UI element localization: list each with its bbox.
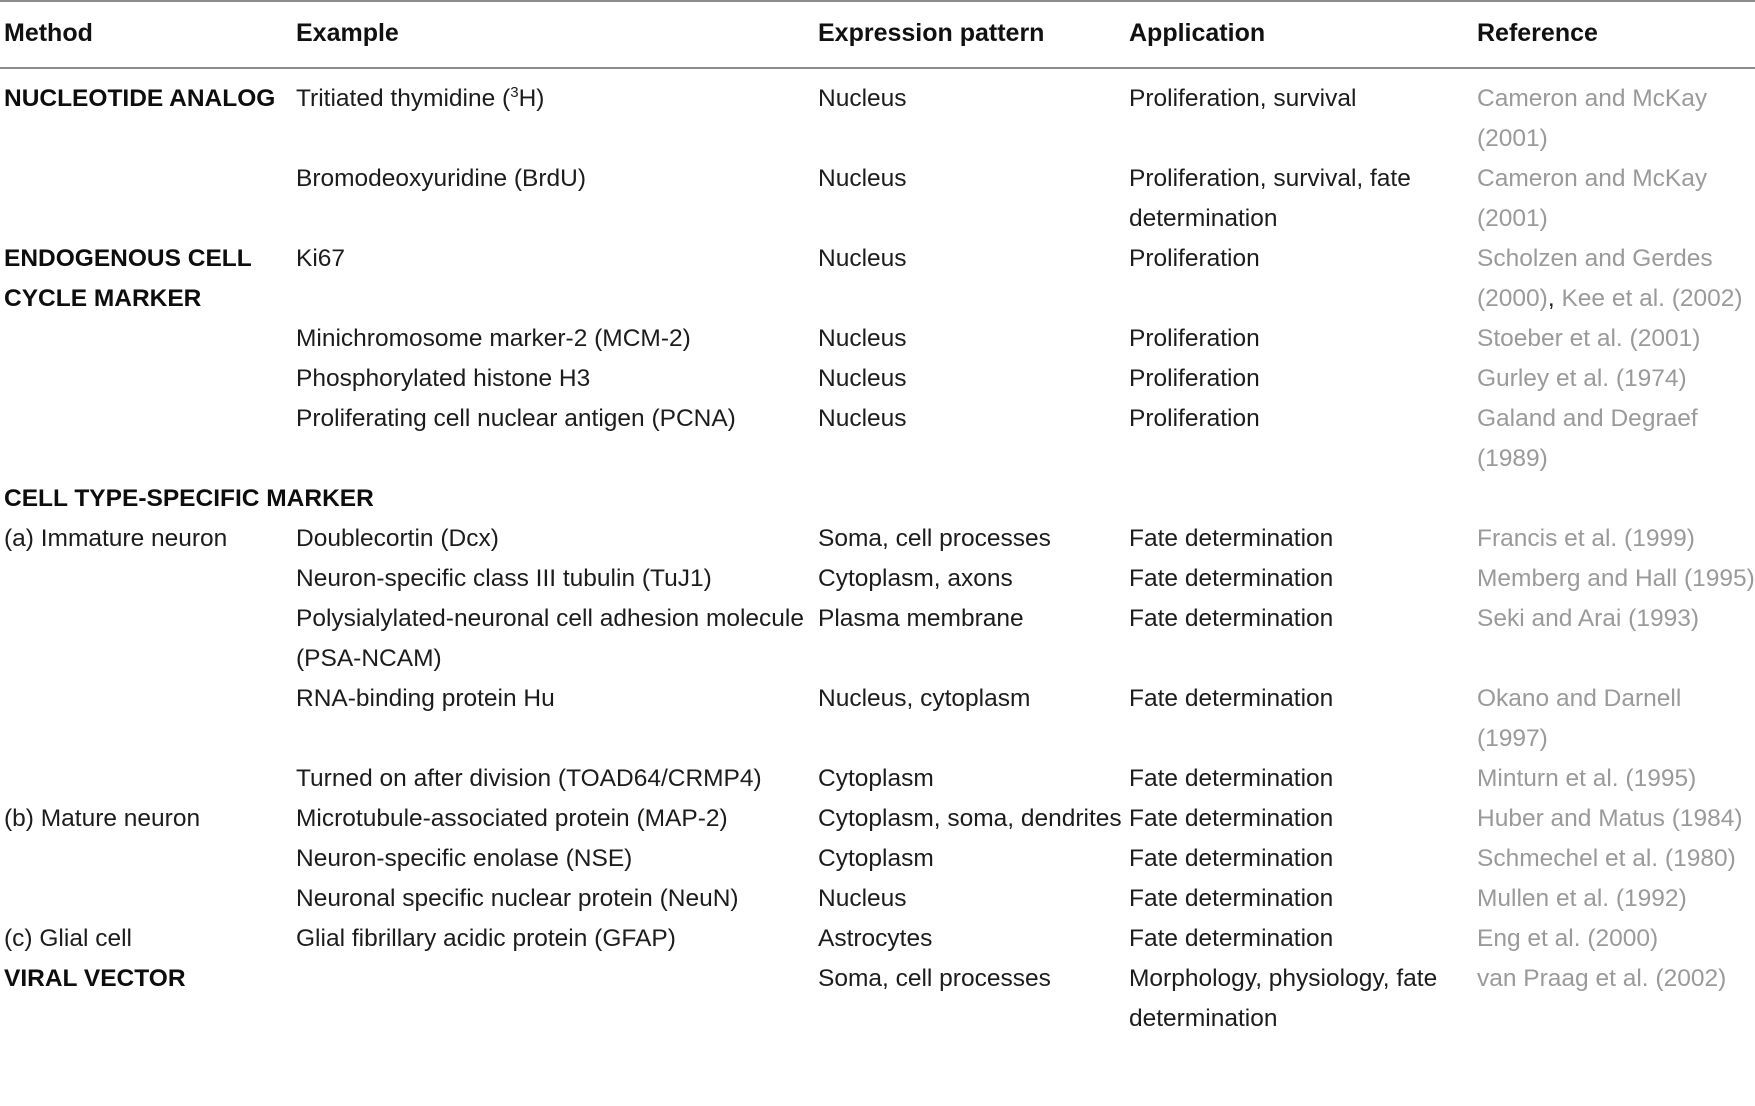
example-text-end: H) [518,85,545,112]
expression-cell: Nucleus [818,405,907,432]
application-cell: Proliferation [1129,325,1260,352]
example-cell: Neuron-specific enolase (NSE) [296,845,633,872]
expression-cell: Plasma membrane [818,605,1024,632]
table-row [0,319,1755,359]
expression-cell: Nucleus [818,885,907,912]
example-cell: Polysialylated-neuronal cell adhesion molecule (PSA-NCAM) [296,605,804,672]
expression-cell: Cytoplasm, soma, dendrites [818,805,1122,832]
expression-cell: Soma, cell processes [818,525,1051,552]
expression-cell: Soma, cell processes [818,965,1051,992]
expression-cell: Nucleus [818,245,907,272]
application-cell: Fate determination [1129,685,1334,712]
method-cell [0,599,296,679]
application-cell: Proliferation [1129,405,1260,432]
method-cell: ENDOGENOUS CELL CYCLE MARKER [4,245,252,312]
application-cell: Proliferation [1129,245,1260,272]
reference-cell[interactable]: Francis et al. (1999) [1477,525,1695,552]
reference-separator: , [1547,285,1555,312]
expression-cell: Nucleus [818,325,907,352]
reference-cell[interactable]: Eng et al. (2000) [1477,925,1659,952]
table-row [0,759,1755,799]
reference-cell[interactable]: Okano and Darnell (1997) [1477,685,1682,752]
table-row [0,679,1755,759]
application-cell: Fate determination [1129,925,1334,952]
method-cell [0,159,296,239]
application-cell: Proliferation, survival [1129,85,1357,112]
example-cell: Neuronal specific nuclear protein (NeuN) [296,885,739,912]
example-cell: Phosphorylated histone H3 [296,365,591,392]
application-cell: Fate determination [1129,885,1334,912]
reference-cell [1476,479,1755,519]
method-cell [0,399,296,479]
table-header [0,0,1755,67]
reference-cell[interactable]: Gurley et al. (1974) [1477,365,1687,392]
reference-cell[interactable]: van Praag et al. (2002) [1477,965,1727,992]
method-cell: (a) Immature neuron [4,525,228,552]
reference-cell[interactable]: Memberg and Hall (1995) [1477,565,1755,592]
header-reference: Reference [1477,19,1598,47]
table-row [0,519,1755,559]
expression-cell: Nucleus [818,165,907,192]
reference-cell[interactable]: Cameron and McKay (2001) [1477,165,1708,232]
table-body [0,67,1755,1039]
application-cell [1128,479,1476,519]
table-row [0,399,1755,479]
header-application: Application [1129,19,1266,47]
example-cell: Neuron-specific class III tubulin (TuJ1) [296,565,712,592]
reference-cell[interactable]: Minturn et al. (1995) [1477,765,1697,792]
method-cell [0,559,296,599]
reference-cell[interactable]: Schmechel et al. (1980) [1477,845,1736,872]
reference-cell[interactable]: Huber and Matus (1984) [1477,805,1743,832]
method-cell [0,879,296,919]
table-row [0,559,1755,599]
expression-cell: Nucleus, cytoplasm [818,685,1031,712]
example-cell: Turned on after division (TOAD64/CRMP4) [296,765,762,792]
superscript: 3 [510,83,519,101]
expression-cell: Cytoplasm [818,845,934,872]
expression-cell: Cytoplasm, axons [818,565,1013,592]
reference-link[interactable]: Kee et al. (2002) [1561,285,1743,312]
header-expression-pattern: Expression pattern [818,19,1045,47]
table-row [0,919,1755,959]
table-row [0,159,1755,239]
application-cell: Proliferation, survival, fate determination [1129,165,1411,232]
expression-cell: Nucleus [818,85,907,112]
application-cell: Fate determination [1129,845,1334,872]
expression-cell: Nucleus [818,365,907,392]
header-row [0,0,1755,67]
application-cell: Proliferation [1129,365,1260,392]
method-cell: VIRAL VECTOR [4,965,186,992]
method-cell: CELL TYPE-SPECIFIC MARKER [4,485,374,512]
example-text: Tritiated thymidine ( [296,85,511,112]
expression-cell: Cytoplasm [818,765,934,792]
table-row [0,67,1755,159]
reference-cell[interactable]: Mullen et al. (1992) [1477,885,1687,912]
method-cell [0,759,296,799]
application-cell: Fate determination [1129,605,1334,632]
application-cell: Morphology, physiology, fate determination [1129,965,1438,1032]
application-cell: Fate determination [1129,525,1334,552]
table-row [0,879,1755,919]
method-cell [0,839,296,879]
reference-link[interactable]: Scholzen and Gerdes (2000) [1477,245,1713,312]
reference-cell [1476,239,1755,319]
method-cell [0,679,296,759]
example-cell: Proliferating cell nuclear antigen (PCNA) [296,405,736,432]
reference-cell[interactable]: Galand and Degraef (1989) [1477,405,1698,472]
example-cell: Ki67 [296,245,346,272]
example-cell [296,959,816,1039]
table-row [0,959,1755,1039]
application-cell: Fate determination [1129,805,1334,832]
example-cell: Bromodeoxyuridine (BrdU) [296,165,587,192]
table-row [0,479,1755,519]
reference-cell[interactable]: Cameron and McKay (2001) [1477,85,1708,152]
table-row [0,239,1755,319]
example-cell [296,67,816,159]
expression-cell [816,479,1128,519]
example-cell: Microtubule-associated protein (MAP-2) [296,805,728,832]
table-row [0,359,1755,399]
table-row [0,599,1755,679]
header-method: Method [4,19,93,47]
application-cell: Fate determination [1129,565,1334,592]
reference-cell[interactable]: Seki and Arai (1993) [1477,605,1699,632]
method-cell: (c) Glial cell [4,925,132,952]
example-cell: Glial fibrillary acidic protein (GFAP) [296,925,676,952]
header-example: Example [296,19,399,47]
example-cell: Minichromosome marker-2 (MCM-2) [296,325,691,352]
method-cell [0,319,296,359]
expression-cell: Astrocytes [818,925,933,952]
method-cell: (b) Mature neuron [4,805,201,832]
table-row [0,799,1755,839]
example-cell: Doublecortin (Dcx) [296,525,499,552]
example-cell: RNA-binding protein Hu [296,685,555,712]
method-cell: NUCLEOTIDE ANALOG [4,85,276,112]
application-cell: Fate determination [1129,765,1334,792]
table-row [0,839,1755,879]
reference-cell[interactable]: Stoeber et al. (2001) [1477,325,1701,352]
method-cell [0,359,296,399]
